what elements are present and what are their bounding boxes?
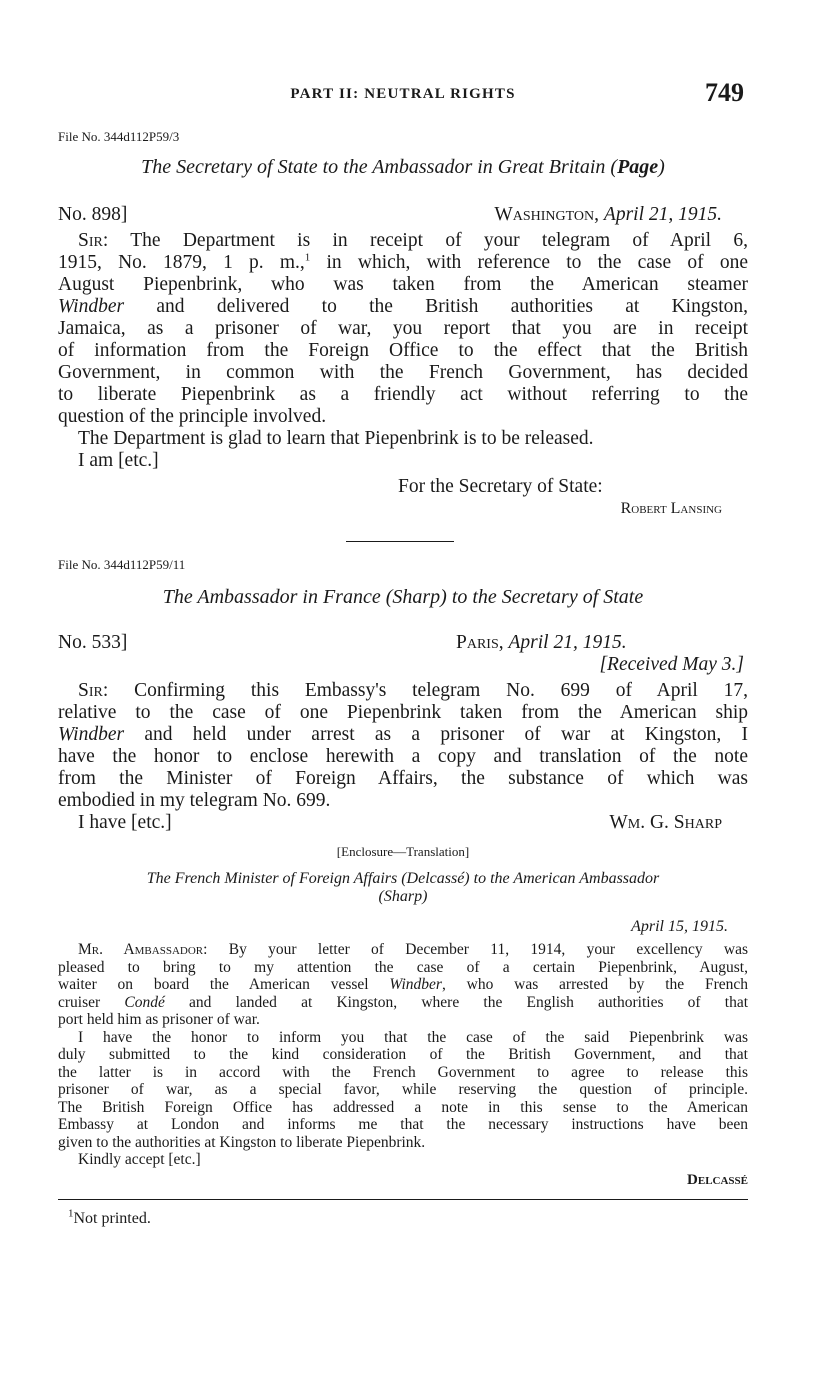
page-number: 749: [705, 78, 744, 107]
footnote-mark: 1: [68, 1207, 74, 1220]
body-line: Government, in common with the French Government, has decided: [58, 362, 748, 383]
footnote-text: Not printed.: [73, 1210, 151, 1227]
body-line: prisoner of war, as a special favor, while reserving the question of principle.: [58, 1081, 748, 1098]
body-line: Sir: Confirming this Embassy's telegram No. 699 of April 17,: [78, 680, 748, 701]
body-line: embodied in my telegram No. 699.: [58, 790, 331, 811]
body-line: pleased to bring to my attention the case of a certain Piepenbrink, August,: [58, 958, 748, 976]
footnote-rule: [58, 1199, 748, 1200]
body-line: The Department is glad to learn that Piepenbrink is to be released.: [78, 428, 594, 449]
received-date: [Received May 3.]: [599, 654, 744, 675]
file-number: File No. 344d112P59/11: [58, 557, 186, 572]
body-line: the latter is in accord with the French Government to agree to release this: [58, 1063, 748, 1081]
date: April 21, 1915.: [603, 204, 722, 225]
body-line: August Piepenbrink, who was taken from the American steamer: [58, 274, 748, 295]
enclosure-heading-cont: (Sharp): [378, 888, 428, 905]
date: April 21, 1915.: [508, 632, 627, 653]
heading-text: The Secretary of State to the Ambassador in Great Britain (: [141, 156, 618, 178]
heading-close: ): [658, 156, 665, 178]
footnote-reference: 1: [304, 251, 311, 264]
body-line: to liberate Piepenbrink as a friendly act without referring to the: [58, 384, 748, 405]
place: Washington,: [494, 204, 600, 225]
running-head-title: PART II: NEUTRAL RIGHTS: [290, 86, 516, 102]
body-line: Jamaica, as a prisoner of war, you report that you are in receipt: [58, 318, 748, 339]
place: Paris,: [456, 632, 504, 653]
heading-recipient: Page: [617, 156, 659, 178]
body-line: relative to the case of one Piepenbrink taken from the American ship: [58, 702, 748, 723]
body-line: I have [etc.] Wm. G. Sharp: [78, 812, 722, 833]
section-divider: [346, 541, 454, 542]
file-number: File No. 344d112P59/3: [58, 129, 180, 144]
body-line: duly submitted to the kind consideration of the British Government, and that: [58, 1046, 748, 1063]
body-line: cruiser Condé and landed at Kingston, where the English authorities of that: [58, 993, 749, 1011]
body-line: Windber and delivered to the British authorities at Kingston,: [58, 296, 748, 317]
body-line: Sir: The Department is in receipt of your telegram of April 6,: [78, 230, 748, 251]
body-line: Windber and held under arrest as a prisoner of war at Kingston, I: [58, 724, 748, 745]
body-line: The British Foreign Office has addressed a note in this sense to the American: [58, 1098, 748, 1116]
document-heading: The Ambassador in France (Sharp) to the Secretary of State: [162, 586, 644, 608]
document-heading: [58, 156, 748, 179]
heading-sender: Sharp: [392, 586, 441, 608]
running-head: [58, 78, 748, 107]
signature: Delcassé: [687, 1172, 748, 1188]
signature: Wm. G. Sharp: [609, 812, 722, 833]
document-page: [58, 0, 748, 1380]
enclosure-heading: The French Minister of Foreign Affairs (Delcassé) to the American Ambassador: [146, 870, 660, 887]
body-line: I am [etc.]: [78, 450, 159, 471]
body-line: I have the honor to inform you that the case of the said Piepenbrink was: [78, 1028, 748, 1046]
salutation: Sir:: [78, 680, 109, 701]
place-date: [456, 632, 627, 654]
enclosure-label: [Enclosure—Translation]: [336, 844, 470, 859]
enclosure-date: April 15, 1915.: [631, 918, 728, 935]
place-date: [494, 204, 722, 226]
document-number: No. 533]: [58, 632, 128, 653]
dateline: [58, 632, 748, 654]
closing: For the Secretary of State:: [398, 476, 603, 497]
body-line: Kindly accept [etc.]: [78, 1151, 201, 1168]
body-line: Mr. Ambassador: By your letter of December 11, 1914, your excellency was: [78, 941, 749, 958]
body-line: given to the authorities at Kingston to liberate Piepenbrink.: [58, 1133, 426, 1151]
body-line: from the Minister of Foreign Affairs, the substance of which was: [58, 768, 748, 789]
salutation: Sir:: [78, 230, 109, 251]
body-line: port held him as prisoner of war.: [58, 1011, 260, 1028]
signature: Robert Lansing: [620, 500, 722, 517]
body-line: of information from the Foreign Office to the effect that the British: [58, 340, 748, 361]
body-line: have the honor to enclose herewith a copy and translation of the note: [58, 746, 748, 767]
body-line: waiter on board the American vessel Windber, who was arrested by the French: [58, 976, 748, 993]
document-number: No. 898]: [58, 204, 128, 225]
dateline: [58, 204, 748, 226]
body-line: Embassy at London and informs me that the necessary instructions have been: [58, 1116, 748, 1133]
body-line: question of the principle involved.: [58, 406, 327, 427]
footnote: [68, 1207, 151, 1228]
body-line: 1915, No. 1879, 1 p. m.,$^1$ in which, with reference to the case of one: [58, 251, 748, 273]
salutation: Mr. Ambassador:: [78, 941, 208, 958]
